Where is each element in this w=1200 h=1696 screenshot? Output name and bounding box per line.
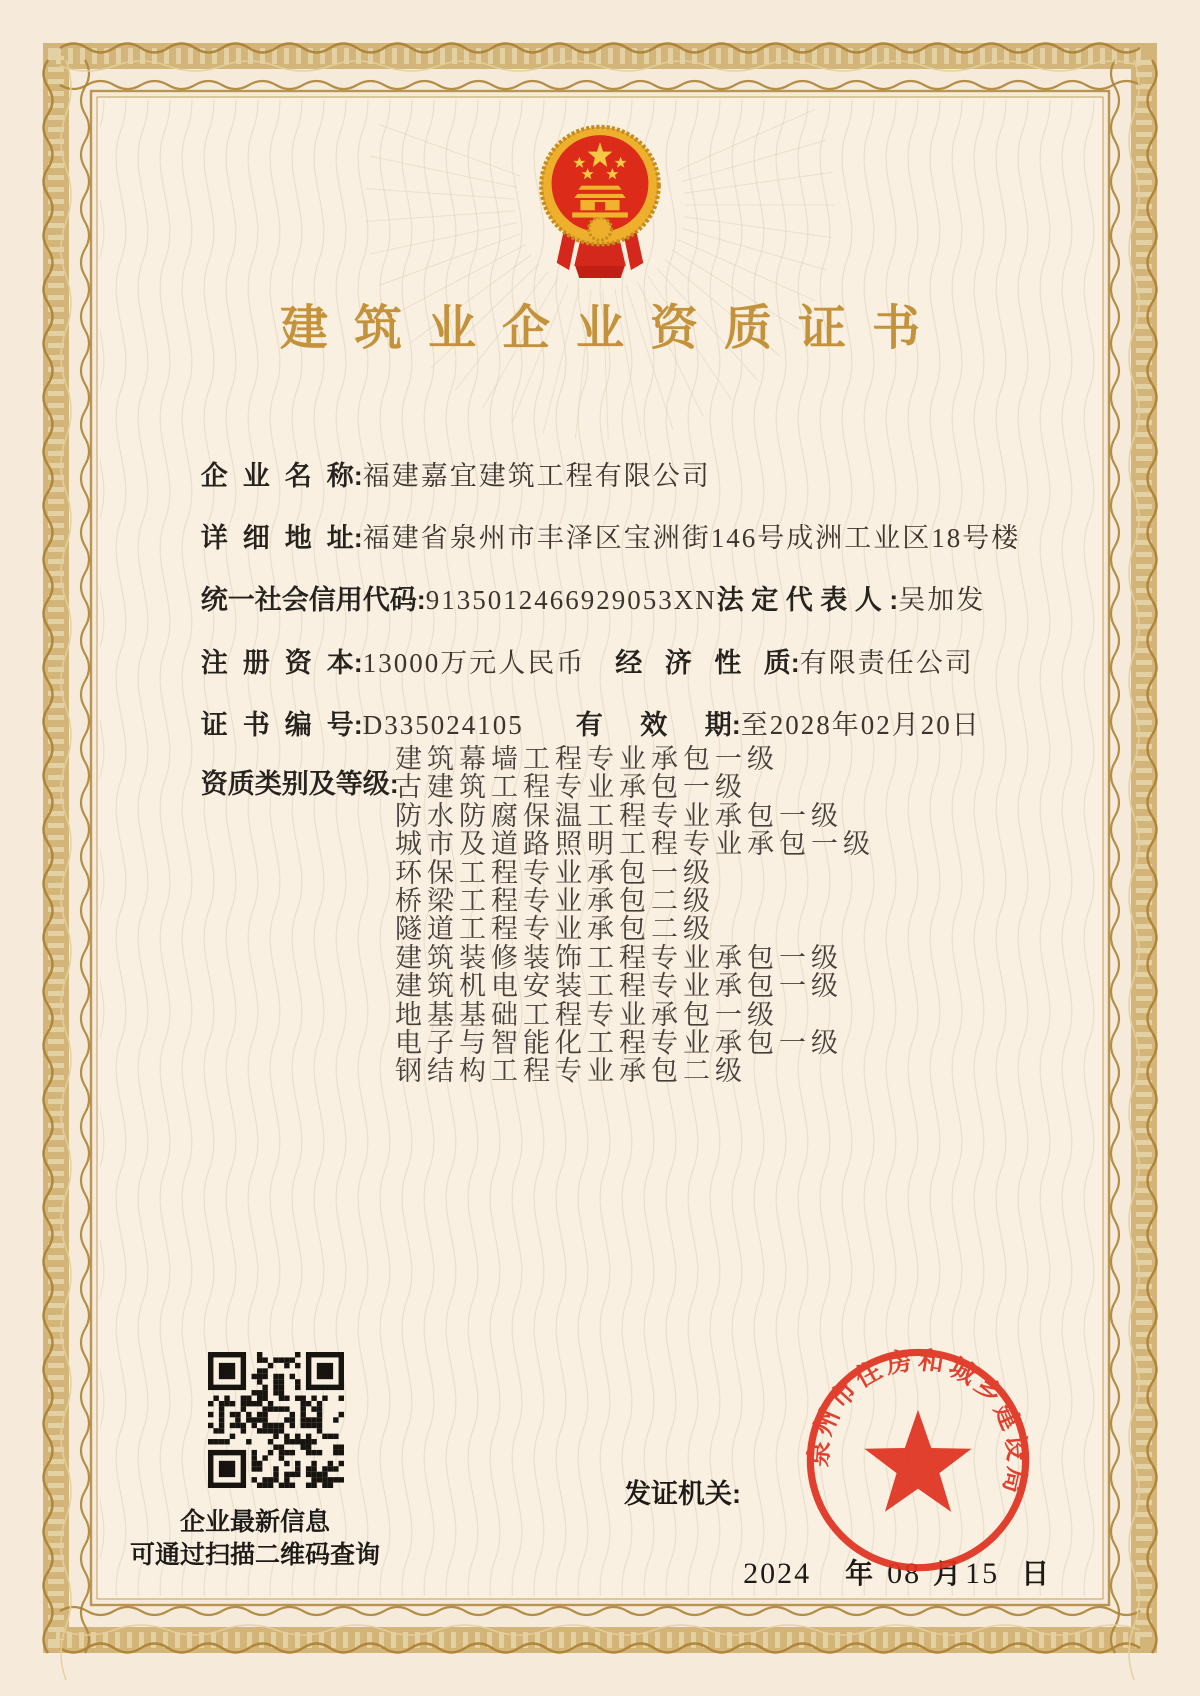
qr-caption-line1: 企业最新信息 [179, 1508, 330, 1536]
economic-value: 有限责任公司 [799, 648, 974, 678]
date-month-label: 月 [933, 1558, 962, 1589]
qualification-item: 城市及道路照明工程专业承包一级 [395, 829, 875, 860]
address-label: 详 细 地 址: [200, 523, 363, 553]
credit-code-label: 统一社会信用代码: [200, 585, 426, 615]
official-seal [798, 1335, 1038, 1581]
cert-no-label: 证 书 编 号: [200, 710, 363, 740]
cert-no-value: D335024105 [362, 710, 524, 740]
qualification-item: 建筑幕墙工程专业承包一级 [395, 744, 779, 774]
field-qualifications-label [183, 744, 399, 819]
capital-label: 注 册 资 本: [200, 648, 363, 678]
address-value: 福建省泉州市丰泽区宝洲街146号成洲工业区18号楼 [362, 523, 1021, 553]
economic-label: 经 济 性 质: [615, 648, 800, 678]
seal-star-icon [864, 1410, 971, 1512]
issuer-label: 发证机关: [624, 1479, 741, 1509]
qr-caption [105, 1506, 405, 1572]
qualification-item: 建筑装修装饰工程专业承包一级 [395, 942, 843, 973]
credit-code-value: 9135012466929053XN [425, 585, 717, 615]
qualification-item: 电子与智能化工程专业承包一级 [395, 1028, 843, 1059]
date-year-label: 年 [845, 1558, 874, 1589]
validity-label: 有 效 期: [575, 710, 741, 740]
capital-value: 13000万元人民币 [362, 648, 586, 678]
qualification-item: 钢结构工程专业承包二级 [395, 1056, 747, 1087]
qualification-item: 桥梁工程专业承包二级 [395, 886, 715, 917]
national-emblem-icon [533, 120, 667, 278]
date-month: 08 [887, 1557, 922, 1590]
seal-text: 泉州市住房和城乡建设局 [804, 1345, 1033, 1501]
qualification-item: 建筑机电安装工程专业承包一级 [395, 971, 843, 1002]
qualification-item: 隧道工程专业承包二级 [395, 914, 715, 945]
date-day: 15 [965, 1557, 1000, 1590]
date-year: 2024 [743, 1557, 812, 1590]
qualification-item: 环保工程专业承包一级 [395, 857, 715, 888]
qualification-item: 古建筑工程专业承包一级 [395, 772, 747, 803]
company-value: 福建嘉宜建筑工程有限公司 [362, 461, 711, 491]
qualification-label: 资质类别及等级: [200, 769, 399, 799]
company-label: 企 业 名 称: [200, 461, 363, 491]
legal-rep-label: 法 定 代 表 人 : [716, 585, 899, 615]
qr-caption-line2: 可通过扫描二维码查询 [129, 1541, 380, 1569]
qualification-list [395, 745, 875, 1086]
date-day-label: 日 [1021, 1558, 1050, 1589]
legal-rep-value: 吴加发 [898, 585, 986, 615]
qualification-item: 地基基础工程专业承包一级 [395, 999, 779, 1030]
certificate-title: 建筑业企业资质证书 [279, 302, 946, 355]
validity-value: 至2028年02月20日 [740, 710, 981, 740]
qr-code [208, 1352, 344, 1488]
qualification-item: 防水防腐保温工程专业承包一级 [395, 800, 843, 831]
